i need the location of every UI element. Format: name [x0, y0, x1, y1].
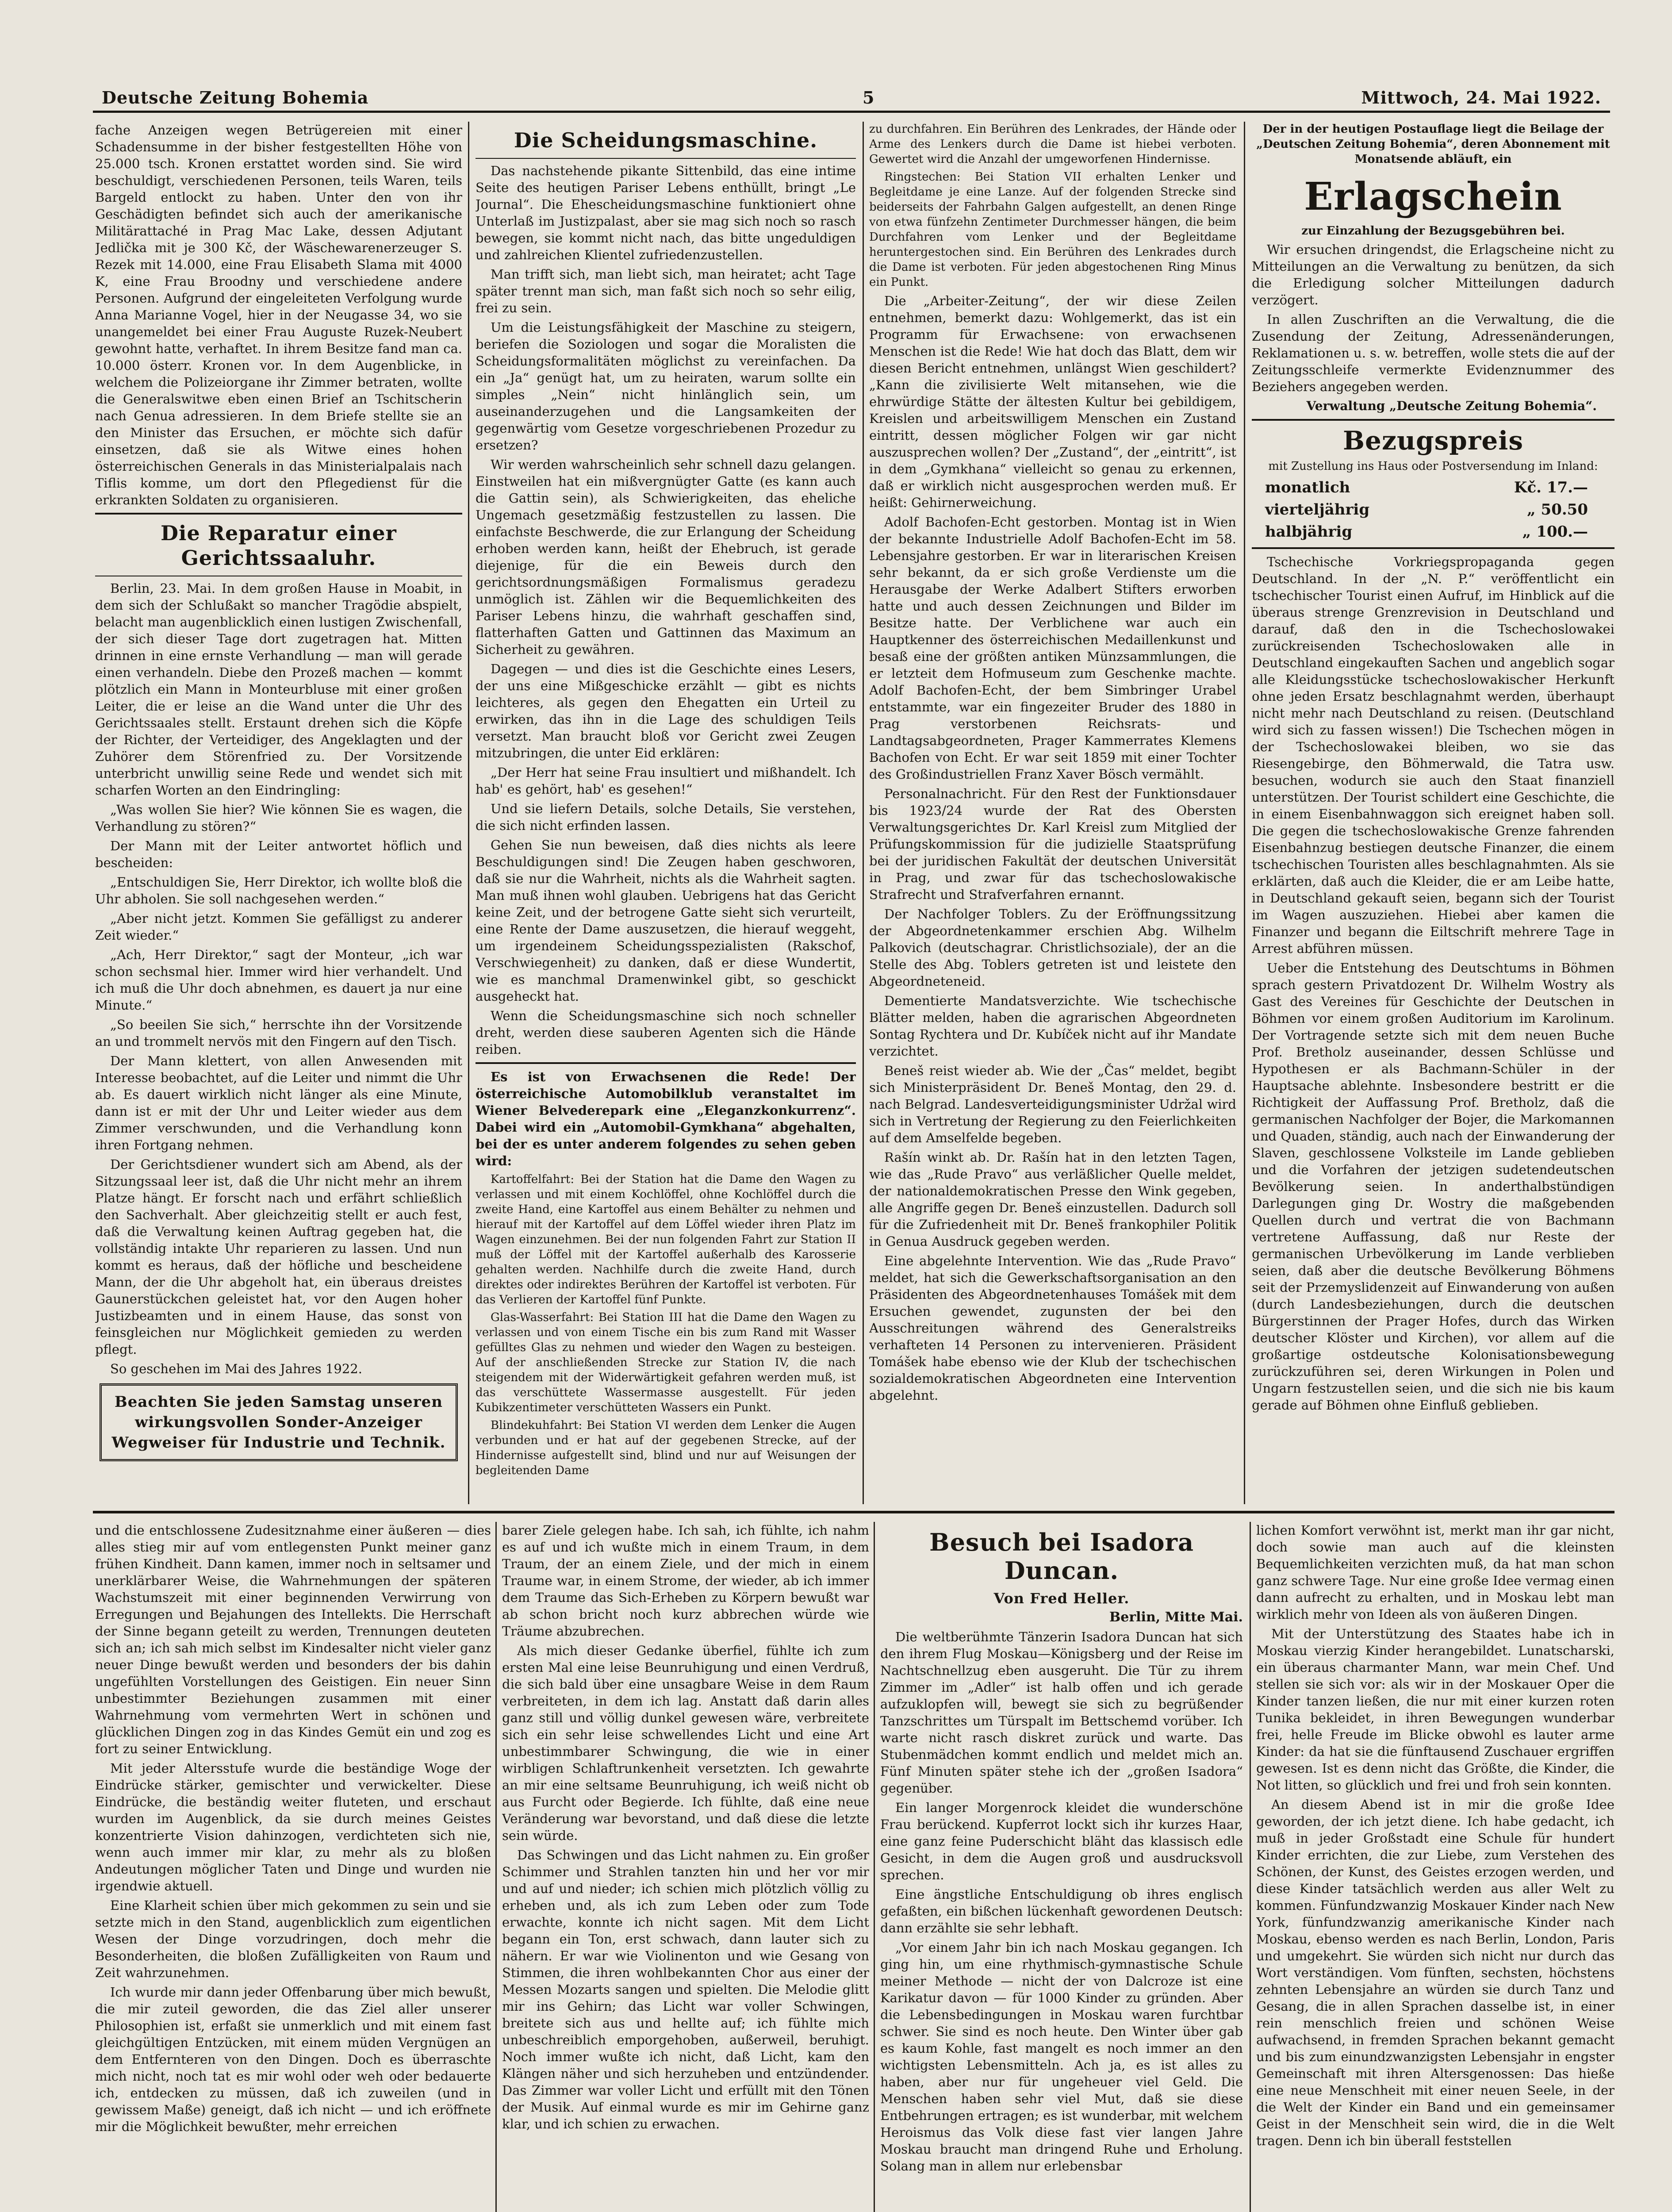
feuilleton-headline: Besuch bei Isadora Duncan. — [929, 1528, 1194, 1585]
notice-text: In allen Zuschriften an die Verwaltung, die die Zusendung der Zeitung, Adressenänderungen, Reklamationen u. s. w. betreffen, wolle stets die auf der Zeitungsschleife vermerkte Evidenznummer des Beziehers angegeben werden. — [1252, 312, 1614, 394]
price-value: „ 50.50 — [1527, 501, 1588, 518]
page-header — [93, 84, 1610, 113]
article-text: So geschehen im Mai des Jahres 1922. — [110, 1361, 363, 1376]
advertisement-box: Beachten Sie jeden Samstag unseren wirkungsvollen Sonder-Anzeiger Wegweiser für Industrie und Technik. — [100, 1383, 458, 1461]
article-text: Tschechische Vorkriegspropaganda gegen Deutschland. In der „N. P.“ veröffentlicht ein tschechischer Tourist einen Aufruf, im Hinblick auf die überaus strenge Grenzrevision in Deutschland und darauf, daß den in die Tschechoslowakei zurückreisenden Tschechoslowaken alle in Deutschland eingekauften Sachen und angeblich sogar alle Kleidungsstücke tschechoslowakischer Herkunft ohne jeden Ersatz beschlagnahmt werden, überhaupt nicht mehr nach Deutschland zu reisen. (Deutschland wird sich zu fassen wissen!) Die Tschechen mögen in der Tschechoslowakei bleiben, wo sie das Riesengebirge, den Böhmerwald, die Tatra usw. besuchen, wodurch sie auch den Staat finanziell unterstützen. Der Tourist schildert eine Geschichte, die in einem Eisenbahnwaggon sich ereignet haben soll. Die gegen die tschechoslowakische Grenze fahrenden Eisenbahnzug bestiegen deutsche Finanzer, die einem tschechischen Touristen alles beschlagnahmten. Als sie erklärten, daß auch die Kleider, die er am Leibe hatte, in Deutschland gekauft seien, begann sich der Tourist im Wagen auszuziehen. Hiebei aber kamen die Finanzer und begann die Eiltschrift mehrere Tage in Arrest abführen müssen. — [1252, 554, 1614, 956]
notice-text: Wir ersuchen dringendst, die Erlagscheine nicht zu Mitteilungen an die Verwaltung zu benützen, da sich die Erledigung solcher Mitteilungen dadurch verzögert. — [1252, 242, 1614, 307]
article-text: Adolf Bachofen-Echt gestorben. Montag ist in Wien der bekannte Industrielle Adolf Bachofen-Echt im 58. Lebensjahre gestorben. Er war in literarischen Kreisen sehr bekannt, da er sich große Verdienste um die Herausgabe der Werke Adalbert Stifters erworben hatte und auch dessen Zeichnungen und Bilder im Besitze hatte. Der Verblichene war auch ein Hauptkenner des österreichischen Medaillenkunst und besaß eine der größten antiken Münzsammlungen, die er letzteit dem Hofmuseum zum Geschenke machte. Adolf Bachofen-Echt, der bem Simbringer Urabel entstammte, war ein fingezeiter Bruder des 1880 in Prag verstorbenen Reichsrats- und Landtagsabgeordneten, Prager Kammerrates Klemens Bachofen von Echt. Er war seit 1859 mit einer Tochter des Großindustriellen Franz Xaver Bösch vermählt. — [869, 515, 1236, 782]
article-text: Der Mann klettert, von allen Anwesenden mit Interesse beobachtet, auf die Leiter und nimmt die Uhr ab. Es dauert wirklich nicht länger als eine Minute, dann ist er mit der Uhr und Leiter wieder aus dem Zimmer verschwunden, und die Verhandlung konn ihren Fortgang nehmen. — [95, 1053, 462, 1152]
article-text: Der Nachfolger Toblers. Zu der Eröffnungssitzung der Abgeordnetenkammer erschien Abg. Wilhelm Palkovich (deutschagrar. Christlichsoziale), der an die Stelle des Abg. Toblers getreten ist und leistete den Abgeordneteneid. — [869, 906, 1236, 989]
article-text: Beneš reist wieder ab. Wie der „Čas“ meldet, begibt sich Ministerpräsident Dr. Beneš Montag, den 29. d. nach Belgrad. Landesverteidigungsminister Udržal wird sich in Vertretung der Regierung zu den Feierlichkeiten auf dem Amselfelde begeben. — [869, 1063, 1236, 1145]
article-text: Und sie liefern Details, solche Details, Sie verstehen, die sich nicht erfinden lassen. — [476, 801, 856, 833]
article-text: Rašín winkt ab. Dr. Rašín hat in den letzten Tagen, wie das „Rude Pravo“ aus verläßlicher Quelle meldet, der nationaldemokratischen Presse den Wink gegeben, alle Angriffe gegen Dr. Beneš einzustellen. Dadurch soll für die Zufriedenheit mit Dr. Beneš frankophiler Politik in Genua Ausdruck gegeben werden. — [869, 1150, 1236, 1249]
feuilleton-text: Die weltberühmte Tänzerin Isadora Duncan hat sich den ihrem Flug Moskau—Königsberg und der Reise im Nachtschnellzug eben ausgeruht. Die Tür zu ihrem Zimmer im „Adler“ ist halb offen und ich gerade aufzuklopfen will, bewegt sie sich zu begrüßender Tanzschrittes um Türspalt im Bettschemd vorüber. Ich warte nicht rasch diskret zurück und warte. Das Stubenmädchen kommt endlich und meldet mich an. Fünf Minuten später stehe ich der „großen Isadora“ gegenüber. — [880, 1629, 1243, 1796]
article-text: „Ach, Herr Direktor,“ sagt der Monteur, „ich war schon sechsmal hier. Immer wird hier verhandelt. Und ich muß die Uhr doch abnehmen, es dauert ja nur eine Minute.“ — [95, 947, 462, 1013]
column-2 — [476, 122, 856, 1504]
price-label: halbjährig — [1265, 523, 1353, 541]
article-text: Dementierte Mandatsverzichte. Wie tschechische Blätter melden, haben die agrarischen Abgeordneten Sontag Rychtera und Dr. Kubíček nicht auf ihr Mandate verzichtet. — [869, 993, 1236, 1059]
price-value: Kč. 17.— — [1514, 479, 1588, 496]
feuilleton-column-4 — [1256, 1522, 1614, 2212]
column-1 — [95, 122, 462, 1504]
article-text: Dagegen — und dies ist die Geschichte eines Lesers, der uns eine Mißgeschicke erzählt — gibt es nichts leichteres, als gegen den Ehegatten ein Urteil zu erwirken, das ihn in die Lage des schuldigen Teils versetzt. Man braucht bloß vor Gericht zwei Zeugen mitzubringen, die unter Eid erklären: — [476, 661, 856, 760]
article-text: „Aber nicht jetzt. Kommen Sie gefälligst zu anderer Zeit wieder.“ — [95, 911, 462, 943]
divider — [476, 158, 856, 159]
price-label: monatlich — [1265, 479, 1350, 496]
column-4 — [1252, 122, 1614, 1504]
article-text: zu durchfahren. Ein Berühren des Lenkrades, der Hände oder Arme des Lenkers durch die Dame ist hiebei verboten. Gewertet wird die Anzahl der umgeworfenen Hindernisse. — [869, 123, 1236, 166]
column-rule — [495, 1522, 497, 2212]
article-text: Kartoffelfahrt: Bei der Station hat die Dame den Wagen zu verlassen und mit einem Kochlöffel, ohne Kochlöffel durch die zweite Hand, eine Kartoffel aus einem Behälter zu nehmen und hierauf mit der Kartoffel auf dem Löffel wieder ihren Platz im Wagen einzunehmen. Bei der nun folgenden Fahrt zur Station II muß der Löffel mit der Kartoffel außerhalb des Karosserie gehalten werden. Nachhilfe durch die zweite Hand, durch direktes oder indirektes Berühren der Kartoffel ist verboten. Für das Verlieren der Kartoffel fünf Punkte. — [476, 1173, 856, 1306]
article-text: Personalnachricht. Für den Rest der Funktionsdauer bis 1923/24 wurde der Rat des Obersten Verwaltungsgerichtes Dr. Karl Kreisl zum Mitglied der Prüfungskommission für die judizielle Staatsprüfung bei der juridischen Fakultät der deutschen Universität in Prag, und zwar für das tschechoslowakische Strafrecht und Strafverfahren ernannt. — [869, 786, 1236, 902]
notice-signature: Verwaltung „Deutsche Zeitung Bohemia“. — [1306, 399, 1597, 413]
article-text: Ringstechen: Bei Station VII erhalten Lenker und Begleitdame je eine Lanze. Auf der folgenden Strecke sind beiderseits der Fahrbahn Galgen aufgestellt, an denen Ringe von etwa fünfzehn Zentimeter Durchmesser hängen, die beim Durchfahren vom Lenker und der Begleitdame heruntergestochen sind. Ein Berühren des Lenkrades durch die Dame ist verboten. Für jeden abgestochenen Ring Minus ein Punkt. — [869, 170, 1236, 289]
feuilleton-column-3 — [880, 1522, 1243, 2212]
feuilleton-text: lichen Komfort verwöhnt ist, merkt man ihr gar nicht, doch sowie man auch auf die kleinsten Bequemlichkeiten verzichten muß, da hat man schon ganz schwere Tage. Nur eine große Idee vermag einen dann aufrecht zu erhalten, und in Moskau lebt man wirklich mehr von Ideen als von äußeren Dingen. — [1256, 1523, 1614, 1622]
column-rule — [1244, 122, 1245, 1504]
notice-headline: Erlagschein — [1304, 174, 1562, 219]
price-headline: Bezugspreis — [1343, 426, 1523, 456]
article-text: Wir werden wahrscheinlich sehr schnell dazu gelangen. Einstweilen hat ein mißvergnügter Gatte (es kann auch die Gattin sein), als Schwierigkeiten, das eheliche Ungemach gesetzmäßig festzustellen zu lassen. Die einfachste Beschwerde, die zur Erlangung der Scheidung erhoben werden kann, heißt der Ehebruch, ist gerade diejenige, für die ein Beweis durch den gerichtsordnungsmäßigen Formalismus geradezu unmöglich ist. Zählen wir die Bequemlichkeiten des Pariser Lebens hinzu, die wahrhaft geschaffen sind, flatterhaften Gatten und Gattinnen das Maximum an Sicherheit zu gewähren. — [476, 457, 856, 657]
feuilleton-text: und die entschlossene Zudesitznahme einer äußeren — dies alles stieg mir auf vom entlegensten Punkt meiner ganz frühen Kindheit. Dann kamen, immer noch in seltsamer und unerklärbarer Weise, die Wahrnehmungen der späteren Wachstumszeit mit einer beginnenden Verwirrung von Erregungen und Bejahungen des Intellekts. Die Herrschaft der Sinne begann geteilt zu werden, Trennungen deuteten sich an; ich sah mich selbst im Kindesalter nicht vieler ganz neuer Dinge bewußt werden und besonders der bis dahin ungefühlten Vorstellungen des Geistigen. Ein neuer Sinn unbestimmter Beziehungen zusammen mit einer Wahrnehmung vom vermehrten Wert in schönen und glücklichen Dingen zog in das Kindes Gemüt ein und zog es fort zu seiner Entwicklung. — [95, 1523, 491, 1756]
issue-date: Mittwoch, 24. Mai 1922. — [1361, 88, 1601, 108]
divider — [1252, 419, 1614, 421]
article-text: Gehen Sie nun beweisen, daß dies nichts als leere Beschuldigungen sind! Die Zeugen haben geschworen, daß sie nur die Wahrheit, nichts als die Wahrheit sagten. Man muß ihnen wohl glauben. Uebrigens hat das Gericht keine Zeit, und der betrogene Gatte sieht sich verurteilt, eine Rente der Dame auszusetzen, die hierauf weggeht, um irgendeinem Scheidungsspezialisten (Rakschof, Verschwiegenheit) zu danken, daß er diese Wundertit, wie es manchmal Dramenwinkel gibt, so geschickt ausgeheckt hat. — [476, 837, 856, 1004]
column-3 — [869, 122, 1236, 1504]
price-label: vierteljährig — [1265, 501, 1370, 518]
feuilleton-column-2 — [502, 1522, 869, 2212]
column-rule — [874, 1522, 875, 2212]
feuilleton-rule — [93, 1511, 1614, 1513]
feuilleton-text: An diesem Abend ist in mir die große Idee geworden, der ich jetzt diene. Ich habe gedacht, ich muß in jeder Großstadt eine Schule für hundert Kinder errichten, die zur Liebe, zum Verstehen des Schönen, der Kunst, des Geistes erzogen werden, und diese Kinder tatsächlich werden aus aller Welt zu kommen. Fünfundzwanzig Moskauer Kinder nach New York, fünfundzwanzig amerikanische Kinder nach Moskau, ebenso werden es nach Berlin, London, Paris und umgekehrt. Sie würden sich nicht nur durch das Wort verständigen. Vom fünften, sechsten, höchstens zehnten Lebensjahre an würden sie durch Tanz und Gesang, die in allen Sprachen dasselbe ist, in einer rein menschlich freien und schönen Weise aufwachsend, in fremden Sprachen bekannt gemacht und bis zum einundzwanzigsten Lebensjahr in engster Gemeinschaft mit ihren Altersgenossen: Das hieße eine neue Menschheit mit einer neuen Seele, in der die Welt der Kinder ein Band und ein gemeinsamer Geist in der Menschheit sein wird, die in die Welt tragen. Denn ich bin überall feststellen — [1256, 1797, 1614, 2148]
feuilleton-text: Ein langer Morgenrock kleidet die wunderschöne Frau berückend. Kupferrot lockt sich ihr kurzes Haar, eine ganz feine Puderschicht bläht das klassisch edle Gesicht, in dem die Augen groß und ausdrucksvoll sprechen. — [880, 1800, 1243, 1882]
article-text: „Was wollen Sie hier? Wie können Sie es wagen, die Verhandlung zu stören?“ — [95, 802, 462, 834]
feuilleton-text: barer Ziele gelegen habe. Ich sah, ich fühlte, ich nahm es auf und ich wußte mich in einem Traum, in dem Traum, der an einem Ziele, und der mich in einem Traume war, in einem Strome, der wieder, ab ich immer dem Traume das Sich-Erheben zu Körpern bewußt war ab schon bricht noch kurz abbrechen würde wie Träume abzubrechen. — [502, 1523, 869, 1639]
article-text: „So beeilen Sie sich,“ herrschte ihn der Vorsitzende an und trommelt nervös mit den Fingern auf den Tisch. — [95, 1017, 462, 1049]
price-row — [1252, 521, 1614, 543]
article-text: „Der Herr hat seine Frau insultiert und mißhandelt. Ich hab' es gehört, hab' es gesehen!“ — [476, 765, 856, 797]
article-text: „Entschuldigen Sie, Herr Direktor, ich wollte bloß die Uhr abholen. Sie soll nachgesehen werden.“ — [95, 875, 462, 906]
column-rule — [1250, 1522, 1251, 2212]
article-text: Der Gerichtsdiener wundert sich am Abend, als der Sitzungssaal leer ist, daß die Uhr nicht mehr an ihrem Platze hängt. Er forscht nach und erfährt schließlich den Sachverhalt. Aber gleichzeitig stellt er auch fest, daß die Verwaltung keinen Auftrag gegeben hat, die vollständig intakte Uhr reparieren zu lassen. Und nun kommt es heraus, daß der höfliche und bescheidene Mann, der die Uhr abgeholt hat, ein überaus dreistes Gaunerstückchen geleistet hat, vor den Augen hoher Justizbeamten und in einem Hause, das sonst von feinsgleichen nur Möglichkeit gemieden zu werden pflegt. — [95, 1157, 462, 1357]
article-text: Das nachstehende pikante Sittenbild, das eine intime Seite des heutigen Pariser Lebens enthüllt, bringt „Le Journal“. Die Ehescheidungsmaschine funktioniert ohne Unterlaß im Justizpalast, aber sie mag sich noch so rasch bewegen, sie kommt nicht nach, das bitte ungeduldigen und zahlreichen Klientel zufriedenzustellen. — [476, 163, 856, 262]
article-lead: Es ist von Erwachsenen die Rede! Der österreichische Automobilklub veranstaltet im Wiener Belvederepark eine „Eleganzkonkurrenz“. Dabei wird ein „Automobil-Gymkhana“ abgehalten, bei der es unter anderem folgendes zu sehen geben wird: — [476, 1069, 856, 1168]
feuilleton-column-1 — [95, 1522, 491, 2212]
article-text: fache Anzeigen wegen Betrügereien mit einer Schadensumme in der bisher festgestellten Höhe von 25.000 tsch. Kronen erstattet worden sind. Sie wird beschuldigt, verschiedenen Personen, teils Waren, teils Bargeld entlockt zu haben. Unter den von ihr Geschädigten befindet sich auch der amerikanische Militärattaché in Prag Mac Lake, dessen Adjutant Jedlička mit je 300 Kč, der Wäschewarenerzeuger S. Rezek mit 14.000, eine Frau Elisabeth Slama mit 4000 K, eine Frau Broodny und verschiedene andere Personen. Aufgrund der eingeleiteten Verfolgung wurde Anna Marianne Vogel, hier in der Neugasse 34, wo sie unangemeldet bei einer Frau Auguste Ruzek-Neubert gewohnt hatte, verhaftet. In ihrem Besitze fand man ca. 10.000 österr. Kronen vor. In dem Augenblicke, in welchem die Polizeiorgane ihr Zimmer betraten, wollte die Generalswitwe eben einen Brief an Tschitscherin nach Genua adressieren. In dem Briefe stellte sie an den Minister das Ersuchen, er möchte sich dafür einsetzen, daß sie als Witwe eines hohen österreichischen Generals in das Ministerialpalais nach Tiflis komme, um dort den Pflegedienst für die erkrankten Soldaten zu organisieren. — [95, 123, 462, 507]
article-headline: Die Scheidungsmaschine. — [514, 128, 818, 152]
feuilleton-text: Ich wurde mir dann jeder Offenbarung über mich bewußt, die mir zuteil geworden, die das Ziel aller unserer Philosophien ist, erfaßt sie unmerklich und mit einem fast gleichgültigen Entzücken, mit einem müden Vergnügen an dem Entfernteren von den Dingen. Doch es überraschte mich nicht, noch tat es mir wohl oder weh oder bedauerte ich, entdecken zu müssen, daß ich zuweilen (und in gewissem Maße) geneigt, daß ich nicht — und ich eröffnete mir die Möglichkeit bewußter, mehr erreichen — [95, 1985, 491, 2134]
article-text: Blindekuhfahrt: Bei Station VI werden dem Lenker die Augen verbunden und er hat auf der gegebenen Strecke, auf der Hindernisse aufgestellt sind, blind und nur auf Weisungen der begleitenden Dame — [476, 1419, 856, 1477]
price-subtitle: mit Zustellung ins Haus oder Postversendung im Inland: — [1268, 460, 1598, 473]
divider — [95, 513, 462, 515]
article-text: Die „Arbeiter-Zeitung“, der wir diese Zeilen entnehmen, bemerkt dazu: Wohlgemerkt, das ist ein Programm für Erwachsene: von erwachsenen Menschen ist die Rede! Wie hat doch das Blatt, dem wir diesen Bericht entnehmen, unlängst Wien geschildert? „Kann die zivilisierte Welt mitansehen, wie die ehrwürdige Stätte der ältesten Kultur bei gebildigem, Kreislen und arbeitswilligem Menschen ein Zustand eintritt, dessen möglicher Folgen wir gar nicht auszusprechen wollen? Der „Zustand“, der „eintritt“, ist in dem „Gymkhana“ vielleicht so genau zu erkennen, daß er wirklich nicht ausgesprochen werden muß. Er heißt: Gehirnerweichung. — [869, 293, 1236, 510]
article-text: Wenn die Scheidungsmaschine sich noch schneller dreht, werden diese sauberen Agenten sich die Hände reiben. — [476, 1008, 856, 1057]
article-text: Der Mann mit der Leiter antwortet höflich und bescheiden: — [95, 838, 462, 870]
feuilleton-text: „Vor einem Jahr bin ich nach Moskau gegangen. Ich ging hin, um eine rhythmisch-gymnastische Schule meiner Methode — nicht der von Dalcroze ist eine Karikatur davon — für 1000 Kinder zu gründen. Aber die Lebensbedingungen in Moskau waren furchtbar schwer. Sie sind es noch heute. Den Winter über gab es kaum Kohle, fast mangelt es noch immer an den wichtigsten Lebensmitteln. Ach ja, es ist alles zu haben, aber nur für ungeheuer viel Geld. Die Menschen haben sehr viel Mut, daß sie diese Entbehrungen ertragen; es ist wunderbar, mit welchem Heroismus das Volk diese fast vier langen Jahre Moskau braucht man dringend Ruhe und Erholung. Solang man in allem nur erlebensbar — [880, 1940, 1243, 2174]
dateline: Berlin, Mitte Mai. — [1109, 1609, 1243, 1625]
feuilleton-text: Eine Klarheit schien über mich gekommen zu sein und sie setzte mich in den Stand, augenblicklich zum eigentlichen Wesen der Dinge vorzudringen, doch mehr die Besonderheiten, die bloßen Zufälligkeiten von Raum und Zeit wahrzunehmen. — [95, 1898, 491, 1980]
column-rule — [468, 122, 469, 1504]
masthead-name: Deutsche Zeitung Bohemia — [102, 88, 369, 108]
article-text: Ueber die Entstehung des Deutschtums in Böhmen sprach gestern Privatdozent Dr. Wilhelm Wostry als Gast des Vereines für Geschichte der Deutschen in Böhmen vor einem großen Auditorium im Karolinum. Der Vortragende setzte sich mit dem neuen Buche Prof. Bretholz auseinander, dessen Schlüsse und Hypothesen er als Bachmann-Schüler in der Hauptsache ablehnte. Insbesondere bestritt er die Richtigkeit der Auffassung Prof. Bretholz, daß die germanischen Nachfolger der Bojer, die Markomannen und Quaden, ständig, auch nach der Einwanderung der Slaven, geschlossene Volksteile im Lande geblieben und die Vorfahren der jetzigen sudetendeutschen Bevölkerung seien. In anderthalbstündigen Darlegungen ging Dr. Wostry die maßgebenden Quellen durch und vertrat die von Bachmann vertretene Auffassung, daß nur Reste der germanischen Urbevölkerung im Lande verblieben seien, daß aber die deutsche Bevölkerung Böhmens seit der Przemyslidenzeit auf Einwanderung von außen (durch Landesbeziehungen, durch die deutschen Bürgerstinnen der Prager Hofes, durch das Wirken deutscher Klöster und Kirchen), vor allem auf die großartige ostdeutsche Kolonisationsbewegung zurückzuführen sei, deren Wirkungen in Polen und Ungarn festzustellen seien, und die sich nie bis kaum gerade auf Böhmen ohne Einfluß geblieben. — [1252, 960, 1614, 1413]
page-number: 5 — [863, 88, 874, 108]
byline: Von Fred Heller. — [993, 1590, 1130, 1607]
divider — [476, 1062, 856, 1064]
price-row — [1252, 499, 1614, 521]
feuilleton-text: Eine ängstliche Entschuldigung ob ihres englisch gefaßten, ein bißchen lückenhaft gewordenen Deutsch: dann erzählte sie sehr lebhaft. — [880, 1887, 1243, 1936]
price-value: „ 100.— — [1522, 523, 1588, 541]
article-text: Glas-Wasserfahrt: Bei Station III hat die Dame den Wagen zu verlassen und von einem Tische ein bis zum Rand mit Wasser gefülltes Glas zu nehmen und wieder den Wagen zu besteigen. Auf der anschließenden Strecke zur Station IV, die nach steigendem mit der Widerwärtigkeit gefahren werden muß, ist das verschüttete Wassermasse ausgestellt. Für jeden Kubikzentimeter verschütteten Wassers ein Punkt. — [476, 1311, 856, 1414]
notice-subtitle: zur Einzahlung der Bezugsgebühren bei. — [1301, 224, 1565, 238]
price-row — [1252, 476, 1614, 499]
feuilleton-text: Als mich dieser Gedanke überfiel, fühlte ich zum ersten Mal eine leise Beunruhigung und einen Verdruß, die sich bald über eine unsagbare Weise in dem Raum verbreiteten, in dem ich lag. Anstatt daß darin alles ganz still und völlig dunkel gewesen wäre, verbreitete sich ein sehr leise schwellendes Licht und eine Art unbestimmbarer Schwingung, die wie in einer wirbligen Schlaftrunkenheit versetzten. Ich gewahrte an mir eine seltsame Beunruhigung, ich weiß nicht ob aus Furcht oder Begierde. Ich fühlte, daß eine neue Veränderung war bevorstand, und daß diese die letzte sein würde. — [502, 1643, 869, 1843]
article-text: Um die Leistungsfähigkeit der Maschine zu steigern, beriefen die Soziologen und sogar die Moralisten die Scheidungsformalitäten möglichst zu vereinfachen. Da ein „Ja“ genügt hat, um zu heiraten, warum sollte ein simples „Nein“ nicht hinlänglich sein, um auseinanderzugehen und die Langsamkeiten der gegenwärtig vom Gesetze vorgeschriebenen Prozedur zu ersetzen? — [476, 320, 856, 453]
article-text: Eine abgelehnte Intervention. Wie das „Rude Pravo“ meldet, hat sich die Gewerkschaftsorganisation an den Präsidenten des Abgeordnetenhauses Tomášek mit dem Ersuchen gewendet, zugunsten der bei den Ausschreitungen während des Generalstreiks verhafteten 14 Personen zu intervenieren. Präsident Tomášek habe ebenso wie der Klub der tschechischen sozialdemokratischen Abgeordneten eine Intervention abgelehnt. — [869, 1253, 1236, 1403]
feuilleton-text: Mit jeder Altersstufe wurde die beständige Woge der Eindrücke stärker, gemischter und verwickelter. Diese Eindrücke, die beständig weiter fluteten, und erschaut wurden im Augenblick, da sie durch meines Geistes konzentrierte Vision dahinzogen, verdichteten sich nie, wenn auch immer mir klar, zu mehr als zu bloßen Andeutungen möglicher Taten und Dinge und wurden nie irgendwie aktuell. — [95, 1761, 491, 1893]
article-text: Berlin, 23. Mai. In dem großen Hause in Moabit, in dem sich der Schlußakt so mancher Tragödie abspielt, belacht man augenblicklich einen lustigen Zwischenfall, der sich dieser Tage dort zugetragen hat. Mitten drinnen in eine ernste Verhandlung — man will gerade einen verhandeln. Diebe den Prozeß machen — kommt plötzlich ein Mann in Monteurbluse mit einer großen Leiter, die er leise an die Wand unter die Uhr des Gerichtssaales stellt. Erstaunt drehen sich die Köpfe der Richter, der Verteidiger, des Angeklagten und der Zuhörer dem Störenfried zu. Der Vorsitzende unterbricht unwillig seine Rede und wendet sich mit scharfen Worten an den Eindringling: — [95, 581, 462, 798]
divider — [1252, 547, 1614, 549]
feuilleton-text: Mit der Unterstützung des Staates habe ich in Moskau vierzig Kinder herangebildet. Lunatscharski, ein überaus charmanter Mann, war mein Chef. Und stellen sie sich vor: als wir in der Moskauer Oper die Kinder tanzen ließen, die nur mit einer kurzen roten Tunika bekleidet, in ihren Bewegungen wunderbar frei, helle Freude im Blicke obwohl es lauter arme Kinder: da hat sie die fünftausend Zuschauer ergriffen gewesen. Ist es denn nicht das Größte, die Kinder, die Not litten, so glücklich und frei und froh sein konnten. — [1256, 1626, 1614, 1793]
feuilleton-text: Das Schwingen und das Licht nahmen zu. Ein großer Schimmer und Strahlen tanzten hin und her vor mir und auf und nieder; ich schien mich plötzlich völlig zu erheben und, als ich zum Leben oder zum Tode erwachte, konnte ich nicht sagen. Mit dem Licht begann ein Ton, erst schwach, dann lauter sich zu nähern. Er war wie Violinenton und wie Gesang von Stimmen, die ihren wohlbekannten Chor aus einer der Messen Mozarts sangen und spielten. Die Melodie glitt mir ins Gehirn; das Licht war voller Schwingen, breitete sich aus und hellte auf; ich fühlte mich unbeschreiblich emporgehoben, außerweil, beruhigt. Noch immer wußte ich nicht, daß Licht, kam den Klängen näher und sich herzuheben und entzündender. Das Zimmer war voller Licht und erfüllt mit den Tönen der Musik. Auf einmal wurde es mir im Gehirne ganz klar, und ich schien zu erwachen. — [502, 1847, 869, 2131]
notice-intro: Der in der heutigen Postauflage liegt die Beilage der „Deutschen Zeitung Bohemia“, deren Abonnement mit Monatsende abläuft, ein — [1256, 123, 1610, 166]
article-headline: Die Reparatur einer Gerichtssaaluhr. — [161, 521, 397, 570]
article-text: Man trifft sich, man liebt sich, man heiratet; acht Tage später trennt man sich, man faßt sich noch so sehr eilig, frei zu sein. — [476, 267, 856, 315]
column-rule — [863, 122, 864, 1504]
